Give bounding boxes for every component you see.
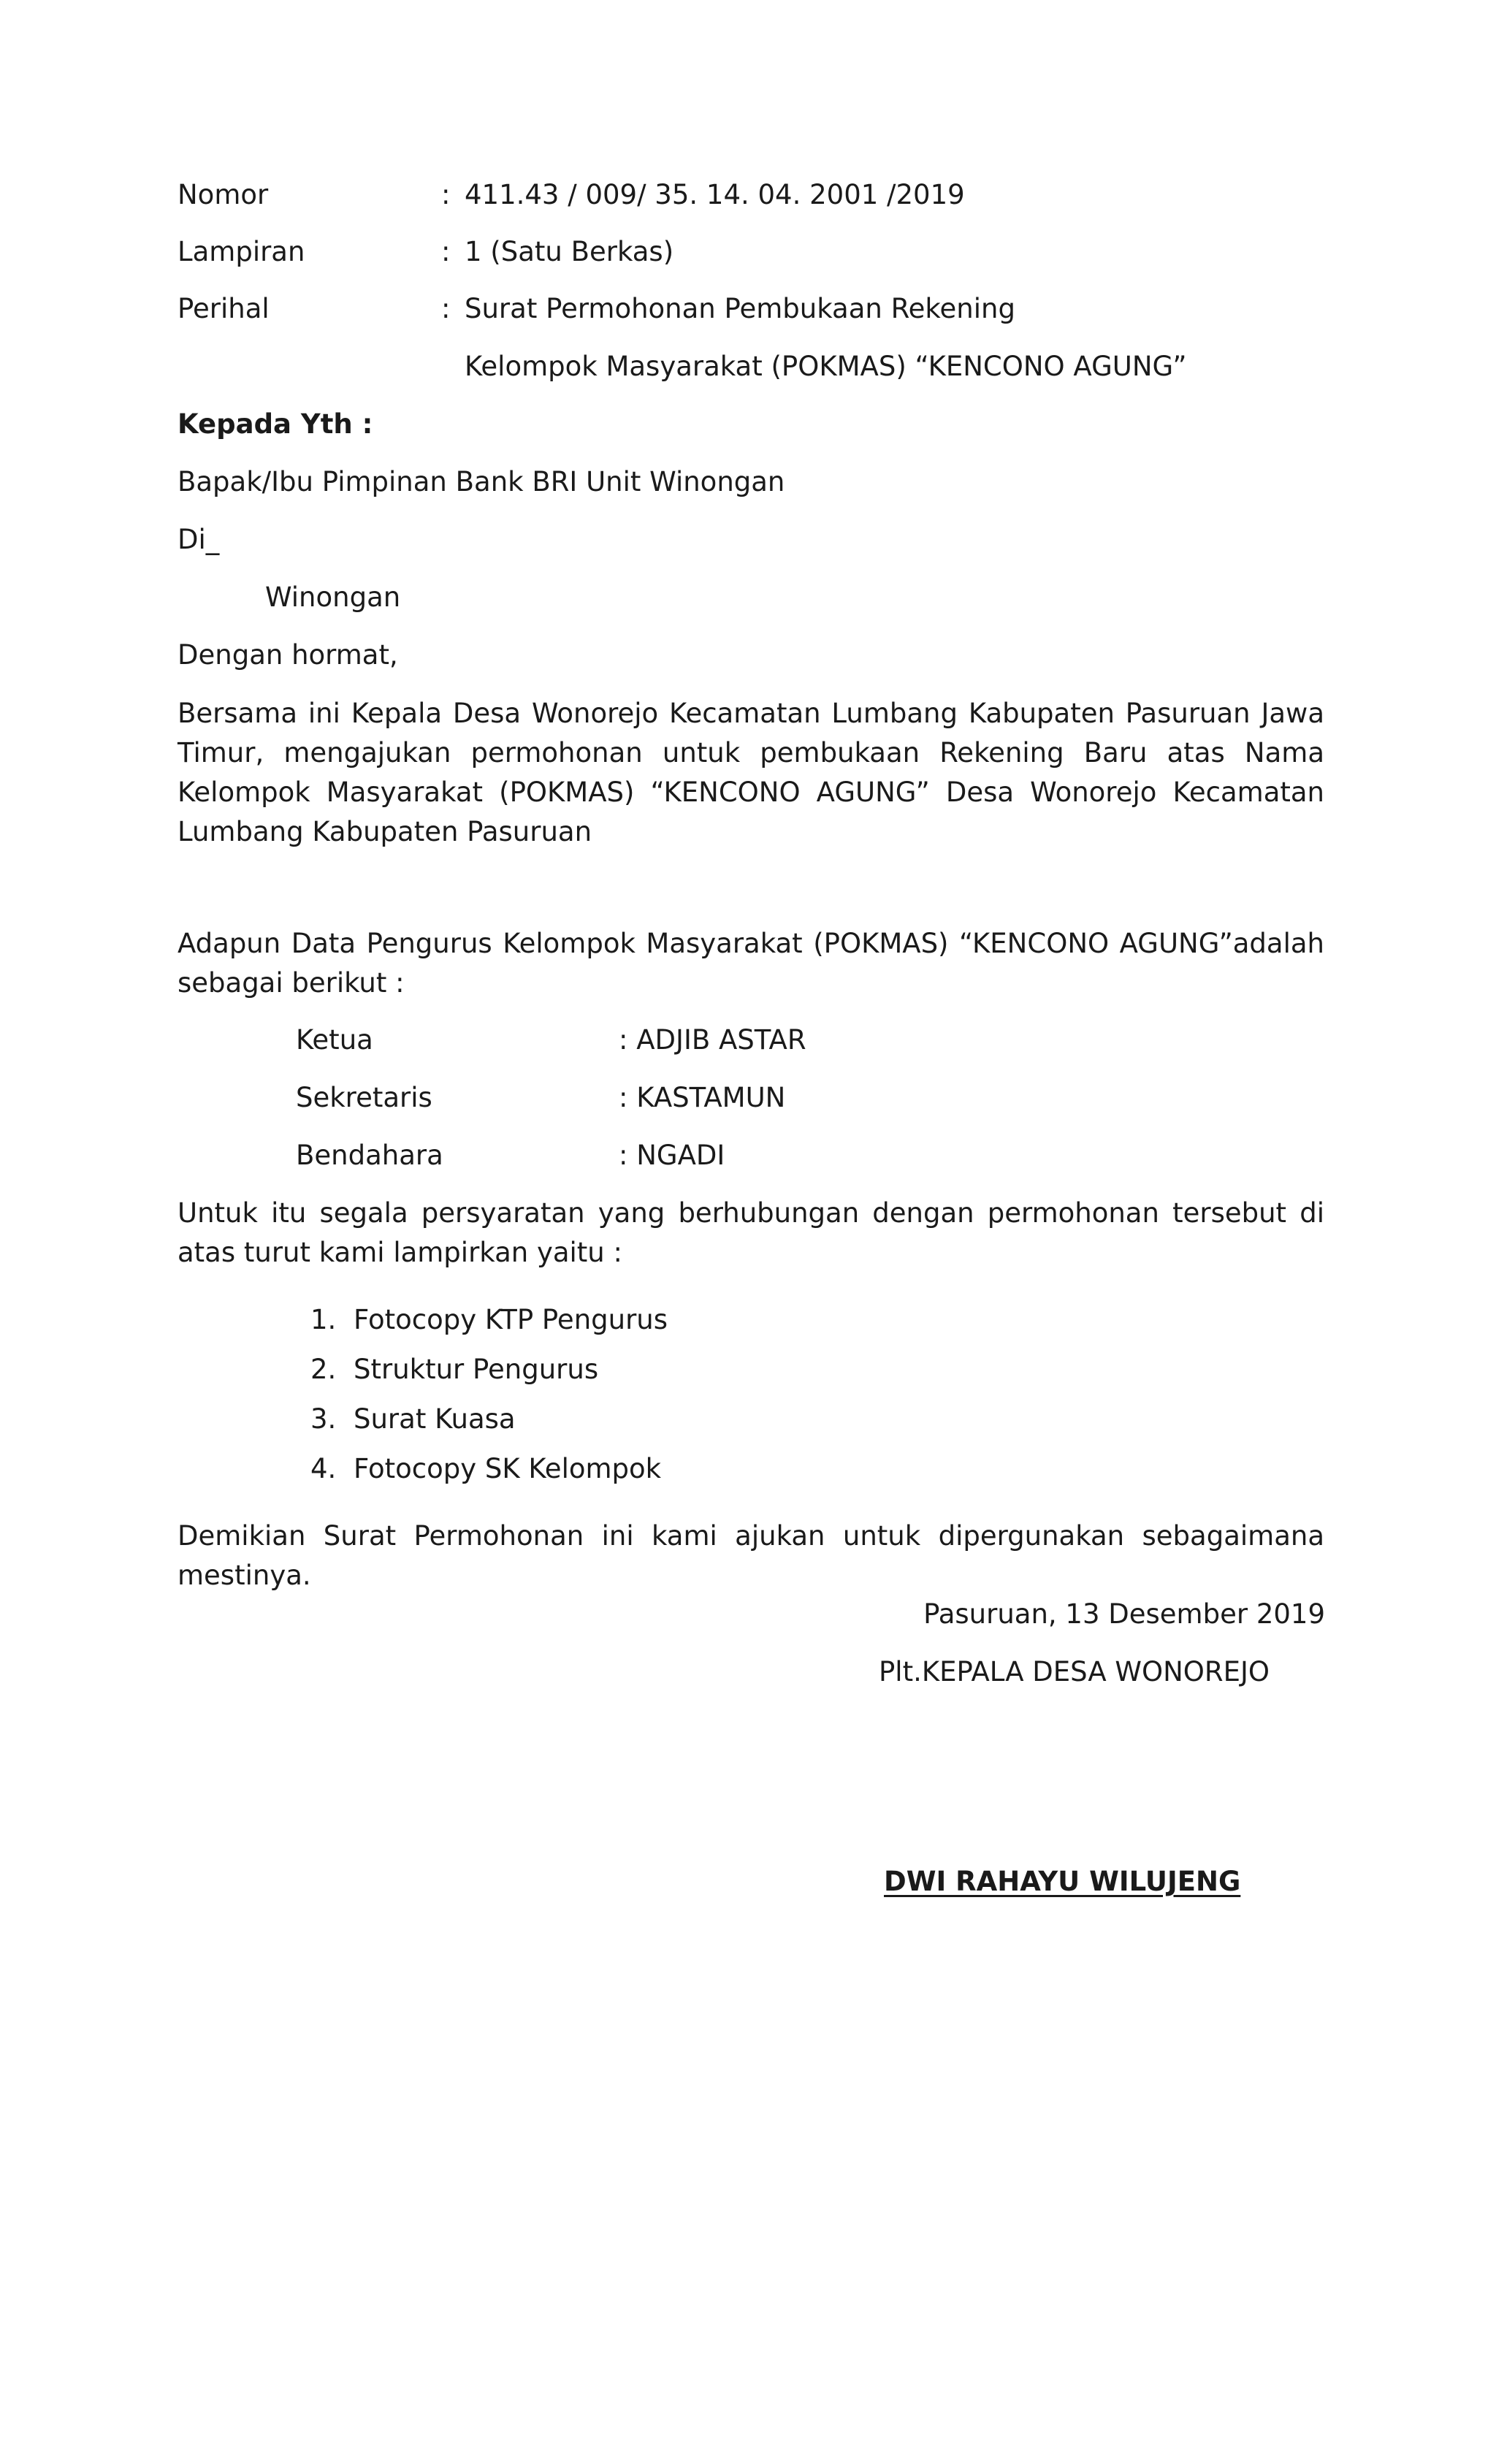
officer-name: : KASTAMUN xyxy=(619,1082,786,1113)
attachment-item: Struktur Pengurus xyxy=(354,1354,599,1385)
signer-name: DWI RAHAYU WILUJENG xyxy=(884,1866,1241,1897)
nomor-value: 411.43 / 009/ 35. 14. 04. 2001 /2019 xyxy=(465,179,965,210)
paragraph-officers-intro: Adapun Data Pengurus Kelompok Masyarakat (POKMAS) “KENCONO AGUNG”adalah sebagai berikut : xyxy=(178,928,1324,999)
kepada-heading: Kepada Yth : xyxy=(178,408,373,440)
signer-position: Plt.KEPALA DESA WONOREJO xyxy=(879,1656,1270,1687)
attachment-number: 2. xyxy=(310,1354,337,1385)
attachment-item: Fotocopy SK Kelompok xyxy=(354,1453,662,1484)
officer-role: Sekretaris xyxy=(296,1082,432,1113)
perihal-value-line2: Kelompok Masyarakat (POKMAS) “KENCONO AGUNG” xyxy=(465,351,1187,382)
paragraph-closing: Demikian Surat Permohonan ini kami ajukan untuk dipergunakan sebagaimana mestinya. xyxy=(178,1520,1324,1591)
greeting: Dengan hormat, xyxy=(178,639,398,671)
attachment-item: Surat Kuasa xyxy=(354,1403,516,1435)
officer-role: Ketua xyxy=(296,1024,373,1056)
di-line: Di_ xyxy=(178,524,220,555)
attachment-number: 3. xyxy=(310,1403,337,1435)
attachment-item: Fotocopy KTP Pengurus xyxy=(354,1304,668,1335)
place-date: Pasuruan, 13 Desember 2019 xyxy=(923,1598,1325,1630)
paragraph-requirements: Untuk itu segala persyaratan yang berhubungan dengan permohonan tersebut di atas turut kami lampirkan yaitu : xyxy=(178,1197,1324,1268)
attachment-number: 4. xyxy=(310,1453,337,1484)
perihal-value-line1: Surat Permohonan Pembukaan Rekening xyxy=(465,293,1015,324)
attachment-number: 1. xyxy=(310,1304,337,1335)
officer-name: : NGADI xyxy=(619,1140,725,1171)
officer-role: Bendahara xyxy=(296,1140,443,1171)
officer-name: : ADJIB ASTAR xyxy=(619,1024,806,1056)
lampiran-value: 1 (Satu Berkas) xyxy=(465,236,674,267)
lampiran-label: Lampiran xyxy=(178,236,305,267)
lampiran-colon: : xyxy=(441,236,451,267)
location: Winongan xyxy=(265,581,401,613)
nomor-colon: : xyxy=(441,179,451,210)
nomor-label: Nomor xyxy=(178,179,269,210)
recipient: Bapak/Ibu Pimpinan Bank BRI Unit Winongan xyxy=(178,466,785,497)
perihal-label: Perihal xyxy=(178,293,270,324)
perihal-colon: : xyxy=(441,293,451,324)
paragraph-intro: Bersama ini Kepala Desa Wonorejo Kecamatan Lumbang Kabupaten Pasuruan Jawa Timur, mengajukan permohonan untuk pembukaan Rekening Baru atas Nama Kelompok Masyarakat (POKMAS) “KENCONO AGUNG” Desa Wonorejo Kecamatan Lumbang Kabupaten Pasuruan xyxy=(178,698,1324,847)
